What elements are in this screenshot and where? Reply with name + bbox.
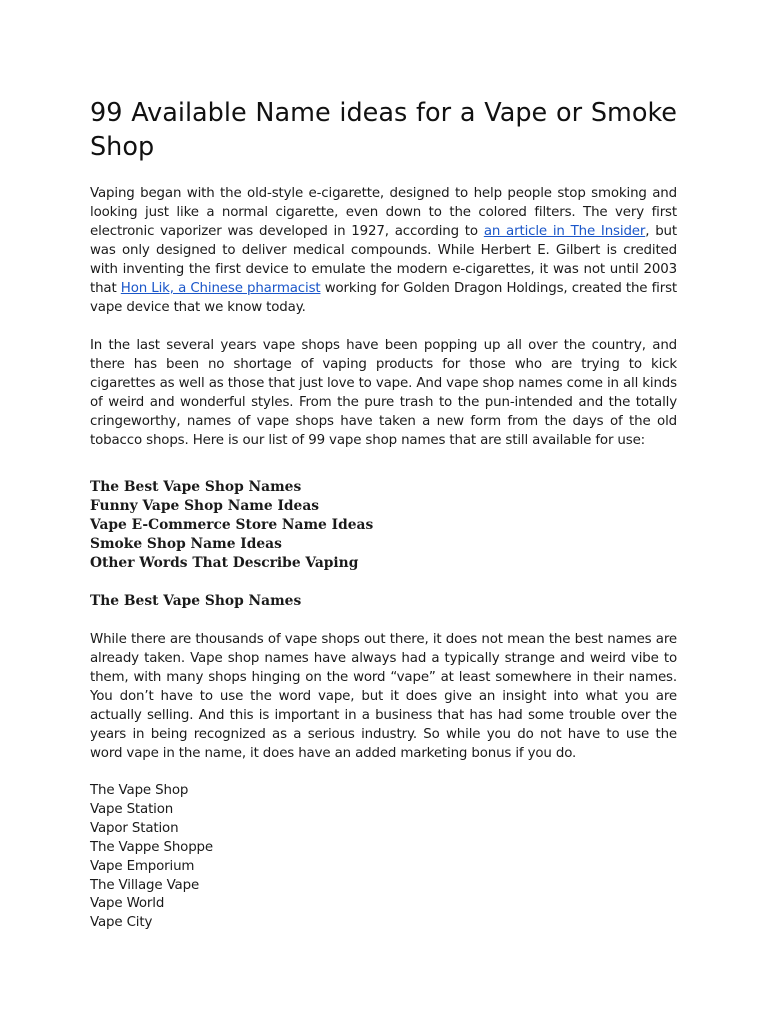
- toc-item: Smoke Shop Name Ideas: [90, 536, 282, 552]
- intro-paragraph-1: [90, 184, 677, 317]
- table-of-contents: [90, 478, 677, 573]
- list-item: Vape Station: [90, 801, 174, 817]
- toc-item: Vape E-Commerce Store Name Ideas: [90, 517, 374, 533]
- toc-item: Other Words That Describe Vaping: [90, 555, 359, 571]
- intro-text-2: , but was only designed to deliver medical compounds. While Herbert E. Gilbert is credited with inventing the first device to emulate the modern e-cigarettes, it was not until 2003 that: [90, 224, 677, 296]
- toc-item: The Best Vape Shop Names: [90, 479, 302, 495]
- intro-text-3: working for Golden Dragon Holdings, created the first vape device that we know today.: [90, 281, 678, 315]
- section-heading: The Best Vape Shop Names: [90, 593, 302, 609]
- list-item: Vape City: [90, 915, 153, 931]
- name-list: [90, 782, 677, 933]
- list-item: The Village Vape: [90, 877, 200, 893]
- list-item: Vape World: [90, 896, 165, 912]
- hon-lik-link[interactable]: Hon Lik, a Chinese pharmacist: [120, 281, 321, 296]
- toc-item: Funny Vape Shop Name Ideas: [90, 498, 320, 514]
- page-title: 99 Available Name ideas for a Vape or Smoke Shop: [90, 98, 677, 162]
- insider-article-link[interactable]: an article in The Insider: [483, 224, 646, 239]
- document-page: [90, 96, 677, 933]
- intro-text-1: Vaping began with the old-style e-cigarette, designed to help people stop smoking and looking just like a normal cigarette, even down to the colored filters. The very first electronic vaporizer was developed in 1927, according to: [90, 186, 677, 239]
- list-item: Vapor Station: [90, 820, 179, 836]
- section-paragraph: While there are thousands of vape shops out there, it does not mean the best names are already taken. Vape shop names have always had a typically strange and weird vibe to them, with many shops hinging on the word “vape” at least somewhere in their names. You don’t have to use the word vape, but it does give an insight into what you are actually selling. And this is important in a business that has had some trouble over the years in being recognized as a serious industry. So while you do not have to use the word vape in the name, it does have an added marketing bonus if you do.: [90, 632, 677, 761]
- list-item: The Vappe Shoppe: [90, 839, 213, 855]
- list-item: The Vape Shop: [90, 783, 189, 798]
- intro-paragraph-2: In the last several years vape shops have been popping up all over the country, and there has been no shortage of vaping products for those who are trying to kick cigarettes as well as those that just love to vape. And vape shop names come in all kinds of weird and wonderful styles. From the pure trash to the pun-intended and the totally cringeworthy, names of vape shops have taken a new form from the days of the old tobacco shops. Here is our list of 99 vape shop names that are still available for use:: [90, 338, 677, 448]
- list-item: Vape Emporium: [90, 858, 195, 874]
